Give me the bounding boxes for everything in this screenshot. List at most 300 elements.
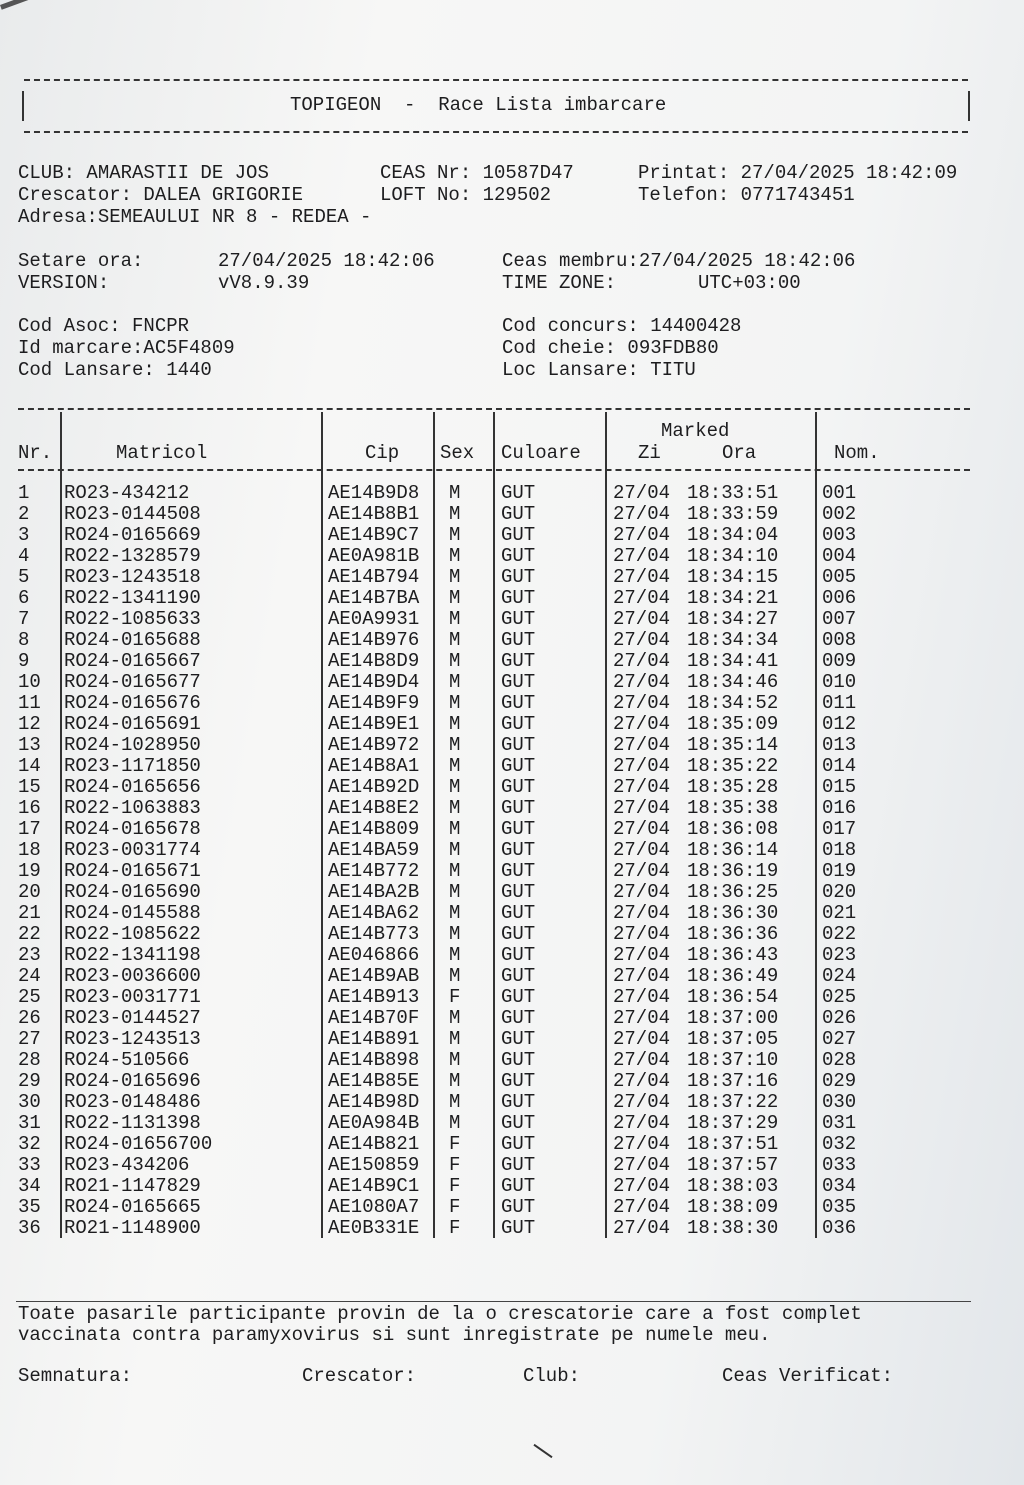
table-row <box>0 630 1024 651</box>
row-culoare: GUT <box>501 797 536 819</box>
table-row <box>0 861 1024 882</box>
row-sex: M <box>449 671 461 693</box>
row-nr: 8 <box>18 629 30 651</box>
row-ora: 18:37:51 <box>687 1133 779 1155</box>
row-nr: 36 <box>18 1217 41 1239</box>
row-sex: M <box>449 1070 461 1092</box>
row-zi: 27/04 <box>613 1091 671 1113</box>
page-corner-mark <box>0 0 34 21</box>
printat-field: Printat: 27/04/2025 18:42:09 <box>638 162 958 184</box>
row-matricol: RO24-0165688 <box>64 629 201 651</box>
row-culoare: GUT <box>501 1175 536 1197</box>
row-zi: 27/04 <box>613 713 671 735</box>
crescator-signature-label: Crescator: <box>302 1365 417 1387</box>
row-zi: 27/04 <box>613 524 671 546</box>
row-culoare: GUT <box>501 692 536 714</box>
row-matricol: RO24-0165696 <box>64 1070 201 1092</box>
statement-line-1: Toate pasarile participante provin de la o crescatorie care a fost complet <box>18 1303 862 1325</box>
row-sex: M <box>449 923 461 945</box>
row-sex: M <box>449 860 461 882</box>
table-row <box>0 1092 1024 1113</box>
crescator-field: Crescator: DALEA GRIGORIE <box>18 184 304 206</box>
row-culoare: GUT <box>501 776 536 798</box>
semnatura-label: Semnatura: <box>18 1365 133 1387</box>
row-zi: 27/04 <box>613 881 671 903</box>
row-sex: F <box>449 1217 461 1239</box>
row-sex: F <box>449 1154 461 1176</box>
row-matricol: RO24-0165690 <box>64 881 201 903</box>
row-cip: AE14B92D <box>328 776 420 798</box>
row-nr: 5 <box>18 566 30 588</box>
row-zi: 27/04 <box>613 629 671 651</box>
row-matricol: RO22-1085622 <box>64 923 201 945</box>
row-ora: 18:35:38 <box>687 797 779 819</box>
row-zi: 27/04 <box>613 503 671 525</box>
row-culoare: GUT <box>501 1154 536 1176</box>
row-nr: 27 <box>18 1028 41 1050</box>
row-ora: 18:37:10 <box>687 1049 779 1071</box>
header-cip: Cip <box>365 442 400 464</box>
row-culoare: GUT <box>501 608 536 630</box>
row-matricol: RO21-1148900 <box>64 1217 201 1239</box>
row-cip: AE1080A7 <box>328 1196 420 1218</box>
table-row <box>0 1113 1024 1134</box>
row-nr: 13 <box>18 734 41 756</box>
row-nr: 11 <box>18 692 41 714</box>
row-culoare: GUT <box>501 734 536 756</box>
table-row <box>0 987 1024 1008</box>
header-nom: Nom. <box>834 442 880 464</box>
row-culoare: GUT <box>501 482 536 504</box>
statement-line-2: vaccinata contra paramyxovirus si sunt inregistrate pe numele meu. <box>18 1324 771 1346</box>
row-nom: 015 <box>822 776 857 798</box>
row-zi: 27/04 <box>613 839 671 861</box>
row-matricol: RO24-0165678 <box>64 818 201 840</box>
table-row <box>0 1071 1024 1092</box>
row-nr: 7 <box>18 608 30 630</box>
row-zi: 27/04 <box>613 1133 671 1155</box>
row-ora: 18:34:52 <box>687 692 779 714</box>
row-nom: 036 <box>822 1217 857 1239</box>
row-culoare: GUT <box>501 818 536 840</box>
table-row <box>0 1029 1024 1050</box>
row-cip: AE14B9D4 <box>328 671 420 693</box>
row-sex: M <box>449 776 461 798</box>
row-culoare: GUT <box>501 671 536 693</box>
table-row <box>0 672 1024 693</box>
row-ora: 18:38:03 <box>687 1175 779 1197</box>
cod-lansare-field: Cod Lansare: 1440 <box>18 359 212 381</box>
row-nom: 006 <box>822 587 857 609</box>
ceas-nr-field: CEAS Nr: 10587D47 <box>380 162 574 184</box>
table-row <box>0 903 1024 924</box>
row-nr: 10 <box>18 671 41 693</box>
row-ora: 18:37:16 <box>687 1070 779 1092</box>
row-nom: 022 <box>822 923 857 945</box>
row-matricol: RO22-1131398 <box>64 1112 201 1134</box>
row-nom: 017 <box>822 818 857 840</box>
row-nr: 32 <box>18 1133 41 1155</box>
row-nom: 029 <box>822 1070 857 1092</box>
row-zi: 27/04 <box>613 965 671 987</box>
row-cip: AE14B773 <box>328 923 420 945</box>
table-row <box>0 1176 1024 1197</box>
row-cip: AE14B9AB <box>328 965 420 987</box>
row-matricol: RO23-1243518 <box>64 566 201 588</box>
row-sex: M <box>449 1028 461 1050</box>
row-zi: 27/04 <box>613 1070 671 1092</box>
row-cip: AE14B821 <box>328 1133 420 1155</box>
row-ora: 18:37:00 <box>687 1007 779 1029</box>
row-culoare: GUT <box>501 629 536 651</box>
timezone-value: UTC+03:00 <box>698 272 801 294</box>
row-nom: 030 <box>822 1091 857 1113</box>
row-sex: M <box>449 965 461 987</box>
cod-concurs-field: Cod concurs: 14400428 <box>502 315 742 337</box>
row-cip: AE14B9F9 <box>328 692 420 714</box>
row-zi: 27/04 <box>613 1028 671 1050</box>
row-sex: M <box>449 944 461 966</box>
row-sex: M <box>449 545 461 567</box>
row-culoare: GUT <box>501 524 536 546</box>
row-zi: 27/04 <box>613 545 671 567</box>
header-marked: Marked <box>661 420 730 442</box>
row-nom: 035 <box>822 1196 857 1218</box>
row-sex: M <box>449 608 461 630</box>
row-ora: 18:37:29 <box>687 1112 779 1134</box>
row-matricol: RO24-0165691 <box>64 713 201 735</box>
table-row <box>0 777 1024 798</box>
row-ora: 18:36:08 <box>687 818 779 840</box>
table-row <box>0 1218 1024 1239</box>
row-nr: 18 <box>18 839 41 861</box>
setare-ora-label: Setare ora: <box>18 250 144 272</box>
header-culoare: Culoare <box>501 442 581 464</box>
row-nom: 008 <box>822 629 857 651</box>
row-ora: 18:34:15 <box>687 566 779 588</box>
row-nr: 15 <box>18 776 41 798</box>
row-zi: 27/04 <box>613 1217 671 1239</box>
table-row <box>0 798 1024 819</box>
row-culoare: GUT <box>501 986 536 1008</box>
row-sex: F <box>449 1133 461 1155</box>
row-nom: 024 <box>822 965 857 987</box>
row-cip: AE0B331E <box>328 1217 420 1239</box>
row-nom: 034 <box>822 1175 857 1197</box>
row-nr: 2 <box>18 503 30 525</box>
header-nr: Nr. <box>18 442 53 464</box>
row-nr: 35 <box>18 1196 41 1218</box>
cod-asoc-field: Cod Asoc: FNCPR <box>18 315 190 337</box>
row-culoare: GUT <box>501 545 536 567</box>
row-nom: 025 <box>822 986 857 1008</box>
table-row <box>0 840 1024 861</box>
row-cip: AE150859 <box>328 1154 420 1176</box>
row-ora: 18:36:43 <box>687 944 779 966</box>
table-row <box>0 651 1024 672</box>
row-nom: 009 <box>822 650 857 672</box>
row-cip: AE14B70F <box>328 1007 420 1029</box>
row-matricol: RO23-0036600 <box>64 965 201 987</box>
club-signature-label: Club: <box>523 1365 581 1387</box>
header-matricol: Matricol <box>116 442 208 464</box>
row-cip: AE14BA2B <box>328 881 420 903</box>
row-nr: 3 <box>18 524 30 546</box>
row-nr: 4 <box>18 545 30 567</box>
loc-lansare-field: Loc Lansare: TITU <box>502 359 696 381</box>
row-culoare: GUT <box>501 1217 536 1239</box>
row-sex: F <box>449 1175 461 1197</box>
row-matricol: RO23-434212 <box>64 482 190 504</box>
row-nr: 29 <box>18 1070 41 1092</box>
row-nr: 25 <box>18 986 41 1008</box>
adresa-field: Adresa:SEMEAULUI NR 8 - REDEA - <box>18 206 372 228</box>
row-cip: AE0A981B <box>328 545 420 567</box>
version-label: VERSION: <box>18 272 110 294</box>
row-nr: 23 <box>18 944 41 966</box>
row-zi: 27/04 <box>613 587 671 609</box>
row-culoare: GUT <box>501 1049 536 1071</box>
table-row <box>0 1134 1024 1155</box>
row-ora: 18:34:34 <box>687 629 779 651</box>
row-nom: 019 <box>822 860 857 882</box>
row-matricol: RO23-0148486 <box>64 1091 201 1113</box>
row-sex: M <box>449 503 461 525</box>
row-zi: 27/04 <box>613 1154 671 1176</box>
footer-rule <box>16 1301 971 1302</box>
row-culoare: GUT <box>501 1196 536 1218</box>
row-cip: AE14B772 <box>328 860 420 882</box>
row-zi: 27/04 <box>613 1112 671 1134</box>
row-matricol: RO23-0031771 <box>64 986 201 1008</box>
row-culoare: GUT <box>501 1091 536 1113</box>
row-ora: 18:36:54 <box>687 986 779 1008</box>
row-culoare: GUT <box>501 839 536 861</box>
row-sex: F <box>449 986 461 1008</box>
row-ora: 18:34:27 <box>687 608 779 630</box>
row-nom: 031 <box>822 1112 857 1134</box>
row-nr: 12 <box>18 713 41 735</box>
table-row <box>0 609 1024 630</box>
row-cip: AE14B85E <box>328 1070 420 1092</box>
row-nom: 028 <box>822 1049 857 1071</box>
row-sex: M <box>449 587 461 609</box>
row-zi: 27/04 <box>613 986 671 1008</box>
row-cip: AE14B898 <box>328 1049 420 1071</box>
row-zi: 27/04 <box>613 671 671 693</box>
row-zi: 27/04 <box>613 860 671 882</box>
row-nom: 003 <box>822 524 857 546</box>
row-sex: M <box>449 566 461 588</box>
row-ora: 18:34:21 <box>687 587 779 609</box>
table-row <box>0 483 1024 504</box>
row-nr: 22 <box>18 923 41 945</box>
table-row <box>0 525 1024 546</box>
telefon-field: Telefon: 0771743451 <box>638 184 855 206</box>
table-row <box>0 756 1024 777</box>
row-sex: M <box>449 629 461 651</box>
row-matricol: RO24-0165671 <box>64 860 201 882</box>
row-nom: 014 <box>822 755 857 777</box>
row-matricol: RO23-0031774 <box>64 839 201 861</box>
row-nr: 9 <box>18 650 30 672</box>
row-culoare: GUT <box>501 1133 536 1155</box>
row-sex: M <box>449 755 461 777</box>
row-matricol: RO24-01656700 <box>64 1133 213 1155</box>
row-ora: 18:36:25 <box>687 881 779 903</box>
row-cip: AE14B98D <box>328 1091 420 1113</box>
row-culoare: GUT <box>501 965 536 987</box>
table-row <box>0 819 1024 840</box>
row-sex: M <box>449 1049 461 1071</box>
row-nr: 28 <box>18 1049 41 1071</box>
row-sex: M <box>449 902 461 924</box>
row-culoare: GUT <box>501 566 536 588</box>
row-ora: 18:34:41 <box>687 650 779 672</box>
row-sex: M <box>449 692 461 714</box>
table-row <box>0 1197 1024 1218</box>
row-nom: 033 <box>822 1154 857 1176</box>
row-sex: M <box>449 713 461 735</box>
row-zi: 27/04 <box>613 566 671 588</box>
row-zi: 27/04 <box>613 797 671 819</box>
table-row <box>0 945 1024 966</box>
table-top-rule <box>18 408 970 410</box>
row-sex: F <box>449 1196 461 1218</box>
table-row <box>0 1008 1024 1029</box>
row-matricol: RO23-0144508 <box>64 503 201 525</box>
header-zi: Zi <box>638 442 661 464</box>
row-nom: 018 <box>822 839 857 861</box>
row-ora: 18:38:09 <box>687 1196 779 1218</box>
title-box-left-edge <box>22 91 24 121</box>
row-matricol: RO24-0165669 <box>64 524 201 546</box>
row-nom: 016 <box>822 797 857 819</box>
row-sex: M <box>449 881 461 903</box>
row-cip: AE14B891 <box>328 1028 420 1050</box>
club-field: CLUB: AMARASTII DE JOS <box>18 162 269 184</box>
row-zi: 27/04 <box>613 1196 671 1218</box>
row-sex: M <box>449 797 461 819</box>
row-nr: 17 <box>18 818 41 840</box>
row-zi: 27/04 <box>613 650 671 672</box>
row-nom: 007 <box>822 608 857 630</box>
table-row <box>0 966 1024 987</box>
row-ora: 18:36:19 <box>687 860 779 882</box>
row-matricol: RO22-1328579 <box>64 545 201 567</box>
row-nom: 032 <box>822 1133 857 1155</box>
row-ora: 18:36:49 <box>687 965 779 987</box>
row-sex: M <box>449 650 461 672</box>
row-nom: 004 <box>822 545 857 567</box>
version-value: vV8.9.39 <box>218 272 310 294</box>
row-cip: AE14B972 <box>328 734 420 756</box>
row-nom: 005 <box>822 566 857 588</box>
row-zi: 27/04 <box>613 818 671 840</box>
table-row <box>0 924 1024 945</box>
row-culoare: GUT <box>501 1112 536 1134</box>
table-row <box>0 504 1024 525</box>
row-nr: 30 <box>18 1091 41 1113</box>
row-zi: 27/04 <box>613 734 671 756</box>
loft-no-field: LOFT No: 129502 <box>380 184 552 206</box>
cod-cheie-field: Cod cheie: 093FDB80 <box>502 337 719 359</box>
row-nom: 021 <box>822 902 857 924</box>
row-ora: 18:38:30 <box>687 1217 779 1239</box>
row-cip: AE14B976 <box>328 629 420 651</box>
row-sex: M <box>449 1091 461 1113</box>
row-nom: 023 <box>822 944 857 966</box>
header-ora: Ora <box>722 442 757 464</box>
row-matricol: RO23-1171850 <box>64 755 201 777</box>
row-matricol: RO23-0144527 <box>64 1007 201 1029</box>
row-nom: 020 <box>822 881 857 903</box>
row-ora: 18:36:36 <box>687 923 779 945</box>
row-ora: 18:35:14 <box>687 734 779 756</box>
row-ora: 18:35:28 <box>687 776 779 798</box>
row-ora: 18:34:04 <box>687 524 779 546</box>
row-cip: AE14B794 <box>328 566 420 588</box>
row-sex: M <box>449 1007 461 1029</box>
table-row <box>0 588 1024 609</box>
row-zi: 27/04 <box>613 1049 671 1071</box>
ceas-verificat-label: Ceas Verificat: <box>722 1365 894 1387</box>
row-cip: AE14B9D8 <box>328 482 420 504</box>
row-matricol: RO21-1147829 <box>64 1175 201 1197</box>
row-matricol: RO22-1341198 <box>64 944 201 966</box>
row-matricol: RO24-510566 <box>64 1049 190 1071</box>
row-culoare: GUT <box>501 650 536 672</box>
row-cip: AE14B9E1 <box>328 713 420 735</box>
row-cip: AE14BA62 <box>328 902 420 924</box>
row-ora: 18:33:51 <box>687 482 779 504</box>
row-ora: 18:36:30 <box>687 902 779 924</box>
row-matricol: RO24-0165676 <box>64 692 201 714</box>
table-row <box>0 1155 1024 1176</box>
row-sex: M <box>449 734 461 756</box>
row-matricol: RO22-1085633 <box>64 608 201 630</box>
row-nr: 26 <box>18 1007 41 1029</box>
row-cip: AE14B9C1 <box>328 1175 420 1197</box>
row-cip: AE14B8D9 <box>328 650 420 672</box>
row-nr: 21 <box>18 902 41 924</box>
row-cip: AE14B913 <box>328 986 420 1008</box>
row-matricol: RO24-0165667 <box>64 650 201 672</box>
row-nr: 24 <box>18 965 41 987</box>
row-sex: M <box>449 482 461 504</box>
row-ora: 18:34:10 <box>687 545 779 567</box>
row-cip: AE14BA59 <box>328 839 420 861</box>
row-cip: AE14B8B1 <box>328 503 420 525</box>
row-culoare: GUT <box>501 1007 536 1029</box>
pen-mark <box>533 1444 552 1458</box>
row-zi: 27/04 <box>613 692 671 714</box>
row-culoare: GUT <box>501 755 536 777</box>
row-ora: 18:33:59 <box>687 503 779 525</box>
row-culoare: GUT <box>501 503 536 525</box>
row-matricol: RO23-434206 <box>64 1154 190 1176</box>
row-sex: M <box>449 818 461 840</box>
row-nr: 31 <box>18 1112 41 1134</box>
row-cip: AE14B8E2 <box>328 797 420 819</box>
table-row <box>0 567 1024 588</box>
row-nom: 012 <box>822 713 857 735</box>
row-zi: 27/04 <box>613 608 671 630</box>
row-ora: 18:37:05 <box>687 1028 779 1050</box>
row-culoare: GUT <box>501 881 536 903</box>
row-ora: 18:37:22 <box>687 1091 779 1113</box>
row-cip: AE0A984B <box>328 1112 420 1134</box>
